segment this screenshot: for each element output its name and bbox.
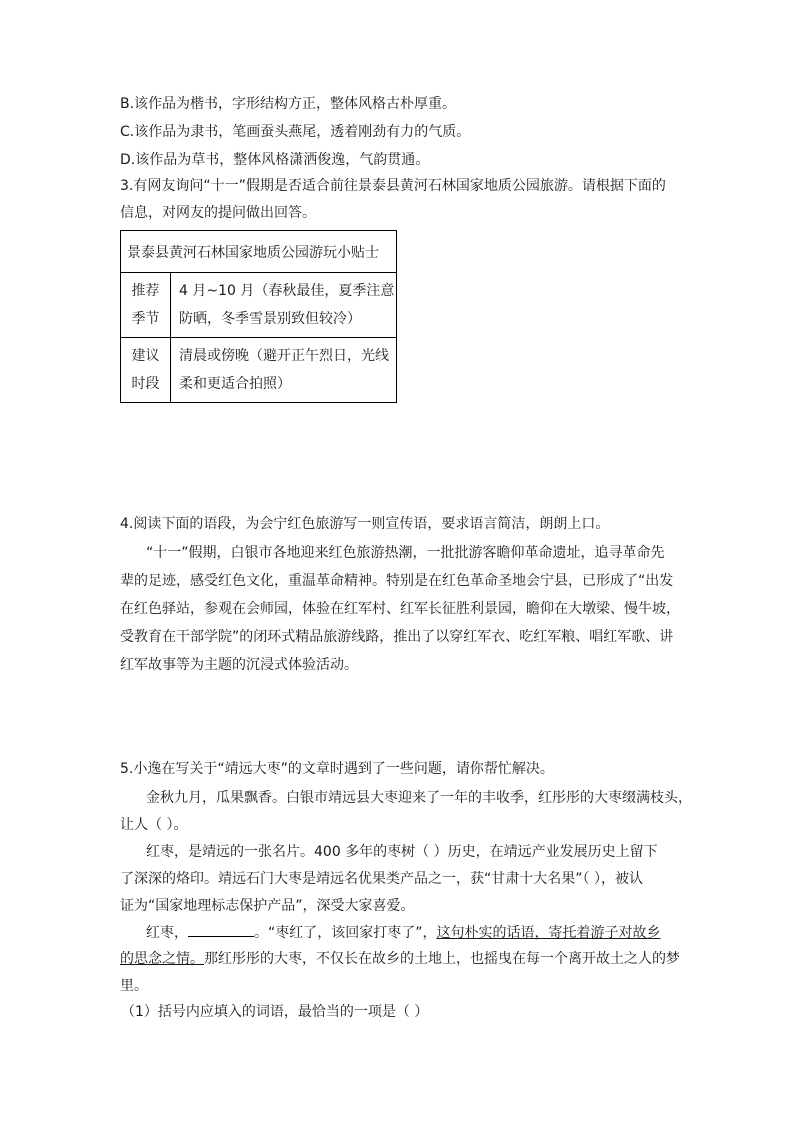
question-5-para-c-line1: [146, 922, 661, 943]
question-3-line1: 3.有网友询问“十一”假期是否适合前往景泰县黄河石林国家地质公园旅游。请根据下面的: [120, 178, 666, 194]
table-value-time: [171, 338, 397, 403]
question-5-sub1: （1）括号内应填入的词语，最恰当的一项是（ ）: [121, 1004, 429, 1020]
tips-table: [120, 230, 397, 403]
fill-blank[interactable]: [188, 922, 254, 937]
question-4-para-line2: 辈的足迹，感受红色文化，重温革命精神。特别是在红色革命圣地会宁县，已形成了“出发: [120, 573, 674, 589]
question-4-para-line1: “十一”假期，白银市各地迎来红色旅游热潮，一批批游客瞻仰革命遗址，追寻革命先: [146, 545, 665, 561]
question-4-para-line3: 在红色驿站，参观在会师园，体验在红军村、红军长征胜利景园，瞻仰在大墩梁、慢牛坡，: [120, 601, 680, 617]
underlined-sentence: 的思念之情。: [120, 951, 204, 967]
label-line: 推荐: [131, 283, 160, 299]
question-5-para-b-line3: 证为“国家地理标志保护产品”，深受大家喜爱。: [120, 898, 415, 914]
underlined-sentence: 这句朴实的话语，寄托着游子对故乡: [436, 925, 661, 941]
para-text: 。“枣红了，该回家打枣了”，: [254, 925, 437, 941]
label-line: 季节: [131, 311, 160, 327]
question-3-line2: 信息，对网友的提问做出回答。: [120, 205, 316, 221]
table-label-time: [121, 338, 171, 403]
question-5-para-b-line1: 红枣，是靖远的一张名片。400 多年的枣树（ ）历史，在靖远产业发展历史上留下: [146, 844, 658, 860]
label-line: 建议: [131, 348, 160, 364]
question-5-para-c-line3: 里。: [120, 978, 148, 994]
question-4-title: 4.阅读下面的语段，为会宁红色旅游写一则宣传语，要求语言简洁，朗朗上口。: [120, 516, 610, 532]
question-5-para-a-line2: 让人（ ）。: [120, 817, 188, 833]
question-5-para-a-line1: 金秋九月，瓜果飘香。白银市靖远县大枣迎来了一年的丰收季，红彤彤的大枣缀满枝头，: [146, 790, 692, 806]
value-line: 清晨或傍晚（避开正午烈日，光线: [179, 348, 389, 364]
table-value-season: [171, 273, 397, 338]
para-text: 红枣，: [146, 925, 188, 941]
question-5-para-b-line2: 了深深的烙印。靖远石门大枣是靖远名优果类产品之一，获“甘肃十大名果”（ ），被认: [120, 871, 643, 887]
option-b: B.该作品为楷书，字形结构方正，整体风格古朴厚重。: [120, 96, 457, 112]
para-text: 那红彤彤的大枣，不仅长在故乡的土地上，也摇曳在每一个离开故土之人的梦: [204, 951, 680, 967]
option-d: D.该作品为草书，整体风格潇洒俊逸，气韵贯通。: [120, 152, 430, 168]
table-row: [121, 338, 397, 403]
table-row: [121, 273, 397, 338]
value-line: 4 月~10 月（春秋最佳，夏季注意: [179, 283, 395, 299]
option-c: C.该作品为隶书，笔画蚕头燕尾，透着刚劲有力的气质。: [120, 124, 471, 140]
question-5-title: 5.小逸在写关于“靖远大枣”的文章时遇到了一些问题，请你帮忙解决。: [120, 761, 554, 777]
table-label-season: [121, 273, 171, 338]
value-line: 防晒，冬季雪景别致但较冷）: [179, 311, 361, 327]
question-5-para-c-line2: [120, 949, 680, 969]
table-row: [121, 231, 397, 273]
question-4-para-line4: 受教育在干部学院”的闭环式精品旅游线路，推出了以穿红军衣、吃红军粮、唱红军歌、讲: [120, 629, 674, 645]
value-line: 柔和更适合拍照）: [179, 376, 291, 392]
table-title: 景泰县黄河石林国家地质公园游玩小贴士: [121, 231, 397, 273]
label-line: 时段: [131, 376, 160, 392]
question-4-para-line5: 红军故事等为主题的沉浸式体验活动。: [120, 657, 358, 673]
